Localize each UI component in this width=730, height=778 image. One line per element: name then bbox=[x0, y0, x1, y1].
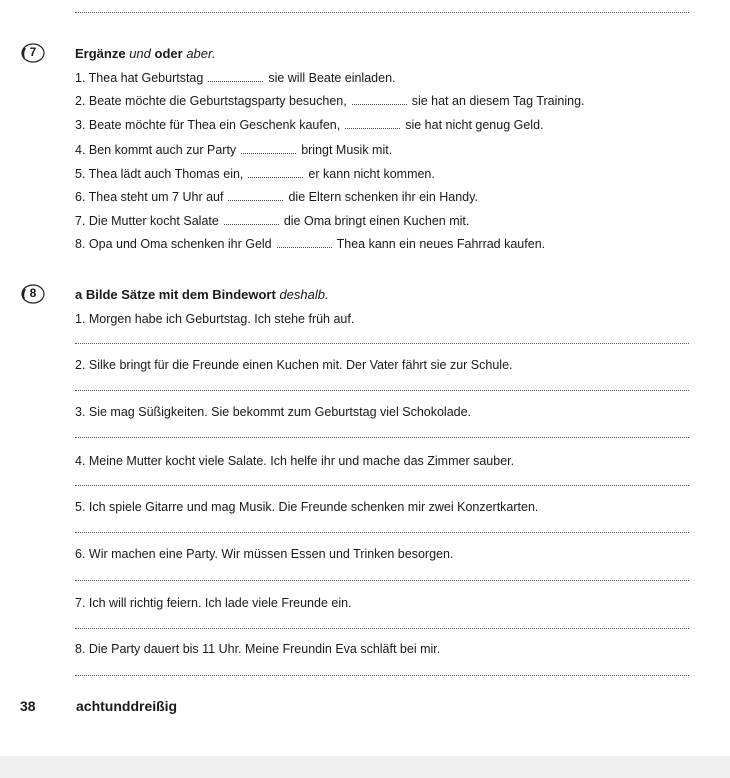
exercise-7-item: 4. Ben kommt auch zur Party bringt Musik mit. bbox=[75, 143, 393, 157]
answer-line[interactable] bbox=[75, 532, 689, 533]
exercise-8-number-badge bbox=[21, 284, 45, 304]
page-number: 38 bbox=[20, 698, 36, 714]
exercise-7-number: 7 bbox=[29, 45, 37, 59]
exercise-7-item: 8. Opa und Oma schenken ihr Geld Thea kann ein neues Fahrrad kaufen. bbox=[75, 237, 546, 251]
exercise-7-item: 5. Thea lädt auch Thomas ein, er kann nicht kommen. bbox=[75, 167, 435, 181]
answer-line-top bbox=[75, 12, 689, 13]
exercise-8-item: 1. Morgen habe ich Geburtstag. Ich stehe früh auf. bbox=[75, 312, 355, 326]
exercise-7-item: 1. Thea hat Geburtstag sie will Beate einladen. bbox=[75, 71, 396, 85]
exercise-8-item: 6. Wir machen eine Party. Wir müssen Essen und Trinken besorgen. bbox=[75, 547, 454, 561]
answer-line[interactable] bbox=[75, 580, 689, 581]
fill-in-blank[interactable] bbox=[241, 143, 296, 154]
scan-bottom-edge bbox=[0, 756, 730, 778]
fill-in-blank[interactable] bbox=[208, 71, 263, 82]
answer-line[interactable] bbox=[75, 628, 689, 629]
exercise-8-title: a Bilde Sätze mit dem Bindewort deshalb. bbox=[75, 287, 329, 302]
fill-in-blank[interactable] bbox=[228, 190, 283, 201]
exercise-7-title: Ergänze und oder aber. bbox=[75, 46, 216, 61]
answer-line[interactable] bbox=[75, 437, 689, 438]
answer-line[interactable] bbox=[75, 343, 689, 344]
exercise-8-item: 2. Silke bringt für die Freunde einen Kuchen mit. Der Vater fährt sie zur Schule. bbox=[75, 358, 513, 372]
fill-in-blank[interactable] bbox=[248, 167, 303, 178]
exercise-7-item: 7. Die Mutter kocht Salate die Oma bringt einen Kuchen mit. bbox=[75, 214, 470, 228]
exercise-8-number: 8 bbox=[29, 286, 37, 300]
fill-in-blank[interactable] bbox=[352, 94, 407, 105]
page-number-word: achtunddreißig bbox=[76, 698, 178, 714]
exercise-7-item: 2. Beate möchte die Geburtstagsparty besuchen, sie hat an diesem Tag Training. bbox=[75, 94, 585, 108]
exercise-7-number-badge bbox=[21, 43, 45, 63]
exercise-7-item: 3. Beate möchte für Thea ein Geschenk kaufen, sie hat nicht genug Geld. bbox=[75, 118, 544, 132]
exercise-8-item: 4. Meine Mutter kocht viele Salate. Ich helfe ihr und mache das Zimmer sauber. bbox=[75, 454, 515, 468]
exercise-8-item: 3. Sie mag Süßigkeiten. Sie bekommt zum Geburtstag viel Schokolade. bbox=[75, 405, 472, 419]
fill-in-blank[interactable] bbox=[345, 118, 400, 129]
answer-line[interactable] bbox=[75, 675, 689, 676]
answer-line[interactable] bbox=[75, 390, 689, 391]
fill-in-blank[interactable] bbox=[224, 214, 279, 225]
exercise-8-item: 5. Ich spiele Gitarre und mag Musik. Die Freunde schenken mir zwei Konzertkarten. bbox=[75, 500, 539, 514]
exercise-8-item: 7. Ich will richtig feiern. Ich lade viele Freunde ein. bbox=[75, 596, 352, 610]
exercise-7-item: 6. Thea steht um 7 Uhr auf die Eltern schenken ihr ein Handy. bbox=[75, 190, 478, 204]
fill-in-blank[interactable] bbox=[277, 237, 332, 248]
answer-line[interactable] bbox=[75, 485, 689, 486]
exercise-8-item: 8. Die Party dauert bis 11 Uhr. Meine Freundin Eva schläft bei mir. bbox=[75, 642, 441, 656]
